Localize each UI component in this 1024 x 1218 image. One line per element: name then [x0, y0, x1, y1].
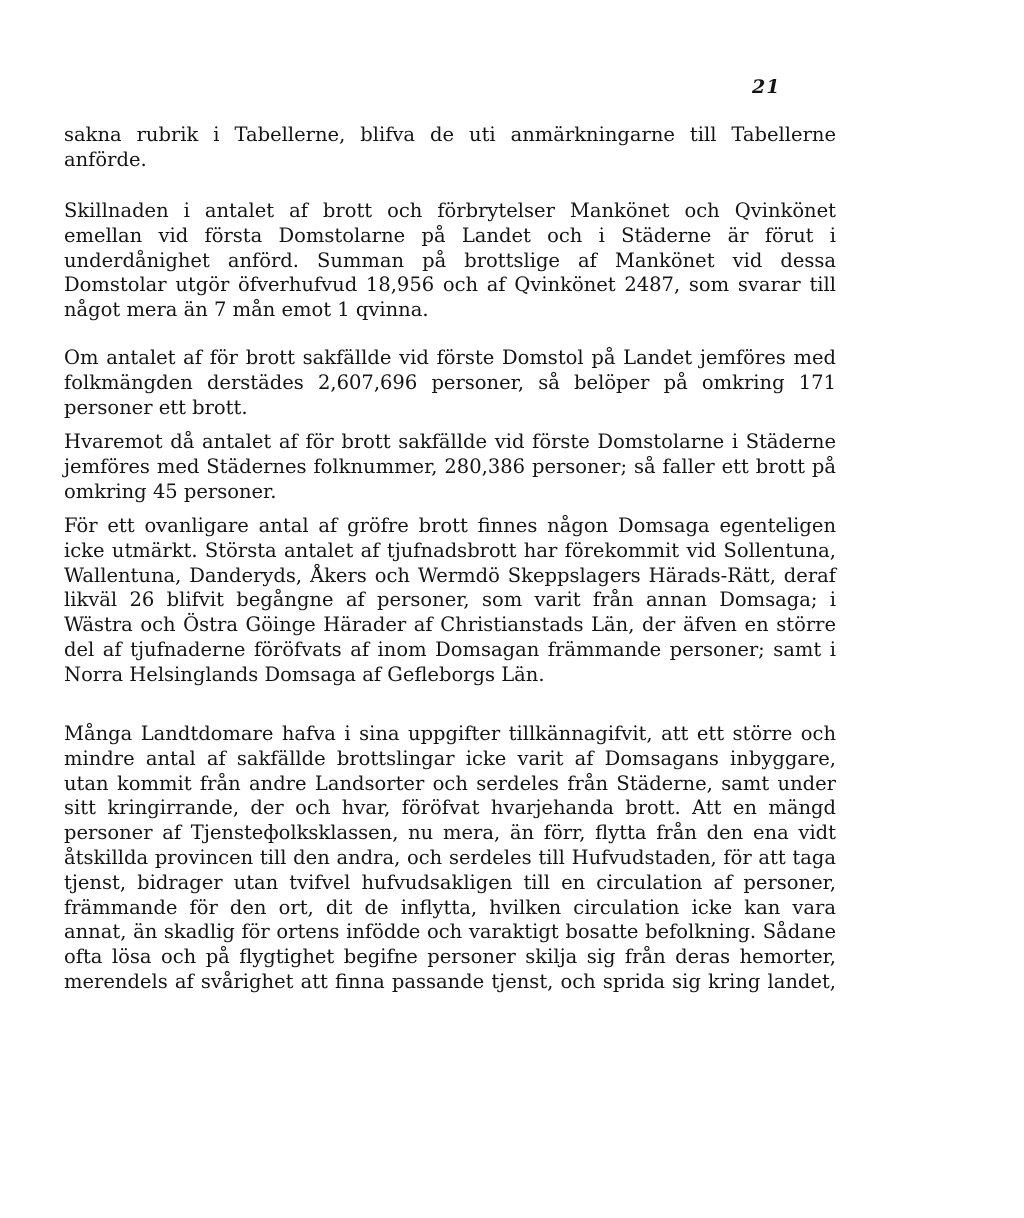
paragraph-6: Många Landtdomare hafva i sina uppgifter tillkännagifvit, att ett större och mindre antal af sakfällde brottslingar icke varit af Domsagans inbyggare, utan kommit från andre Landsorter och serdeles från Städerne, samt under sitt kringirrande, der och hvar, föröfvat hvarjehanda brott. Att en mängd personer af Tjensteфolksklassen, nu mera, än förr, flytta från den ena vidt åtskillda provincen till den andra, och serdeles till Hufvudstaden, för att taga tjenst, bidrager utan tvifvel hufvudsakligen till en circulation af personer, främmande för den ort, dit de inflytta, hvilken circulation icke kan vara annat, än skadlig för ortens infödde och varaktigt bosatte befolkning. Sådane ofta lösa och på flygtighet begifne personer skilja sig från deras hemorter, merendels af svårighet att finna passande tjenst, och sprida sig kring landet,: [64, 722, 836, 993]
paragraph-5: För ett ovanligare antal af gröfre brott finnes någon Domsaga egenteligen icke utmärkt. Största antalet af tjufnadsbrott har förekommit vid Sollentuna, Wallentuna, Danderyds, Åkers och Wermdö Skeppslagers Härads-Rätt, deraf likväl 26 blifvit begångne af personer, som varit från annan Domsaga; i Wästra och Östra Göinge Härader af Christianstads Län, der äfven en större del af tjufnaderne föröfvats af inom Domsagan främmande personer; samt i Norra Helsinglands Domsaga af Gefleborgs Län.: [64, 514, 836, 686]
paragraph-2: Skillnaden i antalet af brott och förbrytelser Mankönet och Qvinkönet emellan vid första Domstolarne på Landet och i Städerne är förut i underdånighet anförd. Summan på brottslige af Mankönet vid dessa Domstolar utgör öfverhufvud 18,956 och af Qvinkönet 2487, som svarar till något mera än 7 mån emot 1 qvinna.: [64, 199, 836, 322]
paragraph-4: Hvaremot då antalet af för brott sakfällde vid förste Domstolarne i Städerne jemföres med Städernes folknummer, 280,386 personer; så faller ett brott på omkring 45 personer.: [64, 430, 836, 503]
page-number: 21: [752, 76, 781, 98]
paragraph-3: Om antalet af för brott sakfällde vid förste Domstol på Landet jemföres med folkmängden derstädes 2,607,696 personer, så belöper på omkring 171 personer ett brott.: [64, 346, 836, 419]
paragraph-1: sakna rubrik i Tabellerne, blifva de uti anmärkningarne till Tabellerne anförde.: [64, 123, 836, 171]
